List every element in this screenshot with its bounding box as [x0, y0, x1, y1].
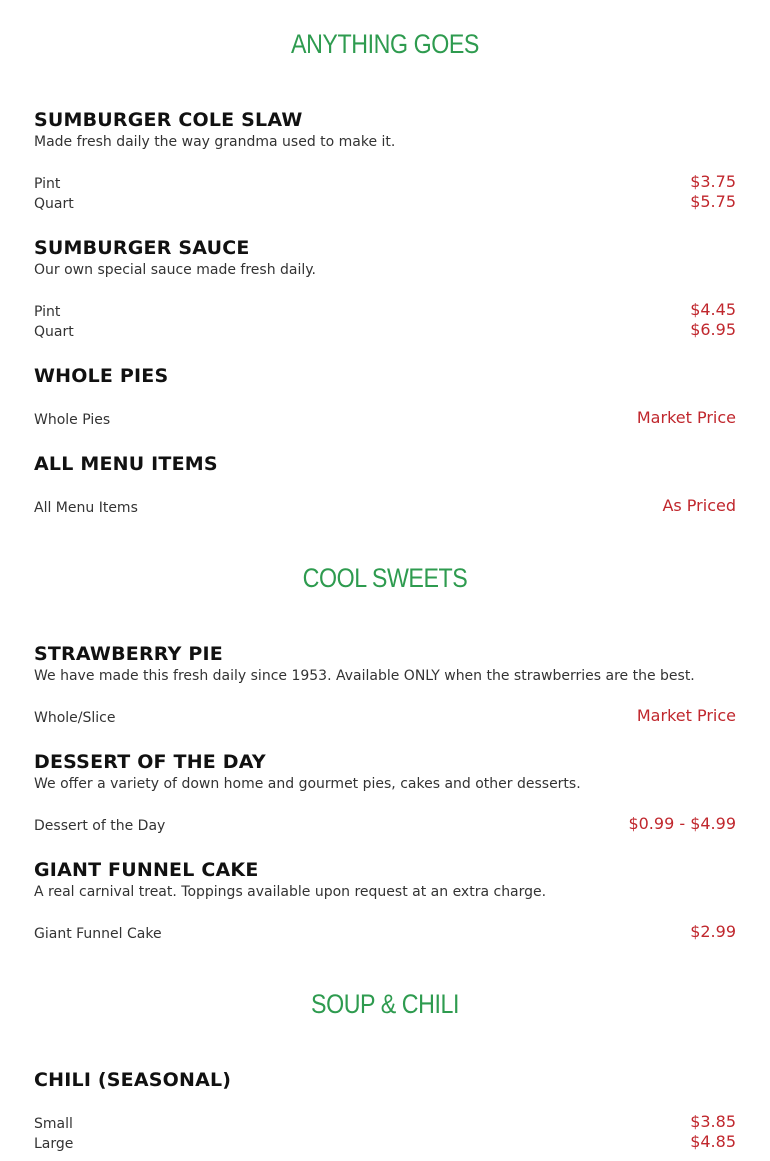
option-row	[34, 322, 736, 342]
option-row	[34, 924, 736, 944]
option-label: Dessert of the Day	[34, 818, 166, 834]
option-price: As Priced	[662, 496, 736, 515]
option-row	[34, 174, 736, 194]
option-price: $6.95	[690, 320, 736, 339]
item-name: DESSERT OF THE DAY	[34, 751, 266, 773]
item-name: CHILI (SEASONAL)	[34, 1069, 232, 1091]
option-row	[34, 1114, 736, 1134]
option-label: Quart	[34, 324, 74, 340]
item-description: Our own special sauce made fresh daily.	[34, 262, 317, 278]
option-row	[34, 708, 736, 728]
option-label: Giant Funnel Cake	[34, 926, 162, 942]
option-price: Market Price	[636, 706, 736, 725]
menu-item-giant-funnel-cake	[34, 858, 736, 902]
menu-item-strawberry-pie	[34, 642, 736, 686]
option-label: Quart	[34, 196, 74, 212]
option-price: Market Price	[636, 408, 736, 427]
option-label: Pint	[34, 304, 61, 320]
option-row	[34, 410, 736, 430]
menu-item-sumburger-sauce	[34, 236, 736, 280]
item-description: We offer a variety of down home and gourmet pies, cakes and other desserts.	[34, 776, 581, 792]
item-name: SUMBURGER SAUCE	[34, 237, 250, 259]
section-title-anything-goes: ANYTHING GOES	[291, 29, 479, 59]
option-price: $4.45	[690, 300, 736, 319]
option-price: $3.85	[690, 1112, 736, 1131]
menu-item-all-menu-items	[34, 452, 736, 476]
menu-item-whole-pies	[34, 364, 736, 388]
menu-item-dessert-of-the-day	[34, 750, 736, 794]
item-description: Made fresh daily the way grandma used to make it.	[34, 134, 396, 150]
option-label: Pint	[34, 176, 61, 192]
option-price: $5.75	[690, 192, 736, 211]
option-label: Whole Pies	[34, 412, 111, 428]
option-row	[34, 194, 736, 214]
option-row	[34, 498, 736, 518]
option-label: All Menu Items	[34, 500, 138, 516]
item-name: ALL MENU ITEMS	[34, 453, 218, 475]
option-label: Whole/Slice	[34, 710, 116, 726]
option-price: $3.75	[690, 172, 736, 191]
item-name: SUMBURGER COLE SLAW	[34, 109, 303, 131]
item-name: STRAWBERRY PIE	[34, 643, 223, 665]
option-row	[34, 816, 736, 836]
item-name: GIANT FUNNEL CAKE	[34, 859, 259, 881]
item-name: WHOLE PIES	[34, 365, 169, 387]
item-description: We have made this fresh daily since 1953. Available ONLY when the strawberries are the best.	[34, 668, 695, 684]
option-price: $4.85	[690, 1132, 736, 1151]
section-title-soup-chili: SOUP & CHILI	[311, 989, 459, 1019]
option-label: Large	[34, 1136, 74, 1152]
option-price: $0.99 - $4.99	[628, 814, 736, 833]
menu-item-cole-slaw	[34, 108, 736, 152]
menu-item-chili	[34, 1068, 736, 1092]
section-title-cool-sweets: COOL SWEETS	[302, 563, 468, 593]
option-price: $2.99	[690, 922, 736, 941]
item-description: A real carnival treat. Toppings available upon request at an extra charge.	[34, 884, 547, 900]
option-label: Small	[34, 1116, 73, 1132]
option-row	[34, 302, 736, 322]
option-row	[34, 1134, 736, 1154]
